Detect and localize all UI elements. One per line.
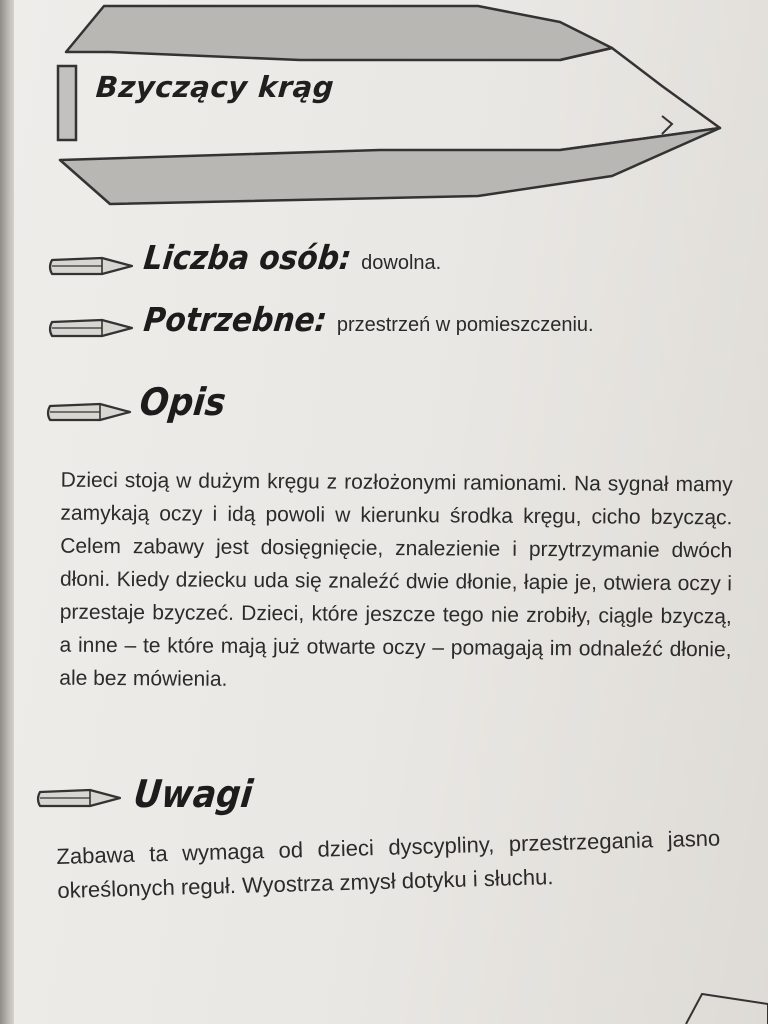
notes-paragraph: Zabawa ta wymaga od dzieci dyscypliny, przestrzegania jasno określonych reguł. Wyostrza zmysł dotyku i słuchu. xyxy=(56,825,721,903)
detail-row-people xyxy=(141,238,442,277)
detail-value: przestrzeń w pomieszczeniu. xyxy=(336,314,594,336)
detail-label: Liczba osób: xyxy=(141,238,354,277)
section-heading-notes xyxy=(131,772,255,816)
section-heading: Uwagi xyxy=(131,772,255,816)
banner-tip-notch xyxy=(662,116,672,134)
pencil-bullet-icon xyxy=(44,398,136,426)
pencil-bullet-icon xyxy=(46,314,138,342)
banner-top-band xyxy=(66,6,612,60)
corner-banner-fragment xyxy=(680,990,768,1024)
description-paragraph: Dzieci stoją w dużym kręgu z rozłożonymi ramionami. Na sygnał mamy zamykają oczy i idą powoli w kierunku środka kręgu, cicho bzycząc. Celem zabawy jest dosięgnięcie, znalezienie i przytrzymanie dwóch dłoni. Kiedy dziecku uda się znaleźć dwie dłonie, łapie je, otwiera oczy i przestaje bzyczeć. Dzieci, które jeszcze tego nie zrobiły, ciągle bzyczą, a inne – te które mają już otwarte oczy – pomagają im odnaleźć dłonie, ale bez mówienia. xyxy=(59,468,733,691)
detail-row-needed xyxy=(141,300,594,339)
banner-bottom-band xyxy=(60,128,720,204)
title-banner xyxy=(0,0,768,215)
pencil-bullet-icon xyxy=(34,784,126,812)
banner-left-tab xyxy=(58,66,76,140)
page-title: Bzyczący krąg xyxy=(94,70,336,104)
detail-value: dowolna. xyxy=(361,252,442,274)
section-heading-description xyxy=(137,380,228,424)
section-heading: Opis xyxy=(137,380,228,424)
detail-label: Potrzebne: xyxy=(141,300,329,339)
pencil-bullet-icon xyxy=(46,252,138,280)
